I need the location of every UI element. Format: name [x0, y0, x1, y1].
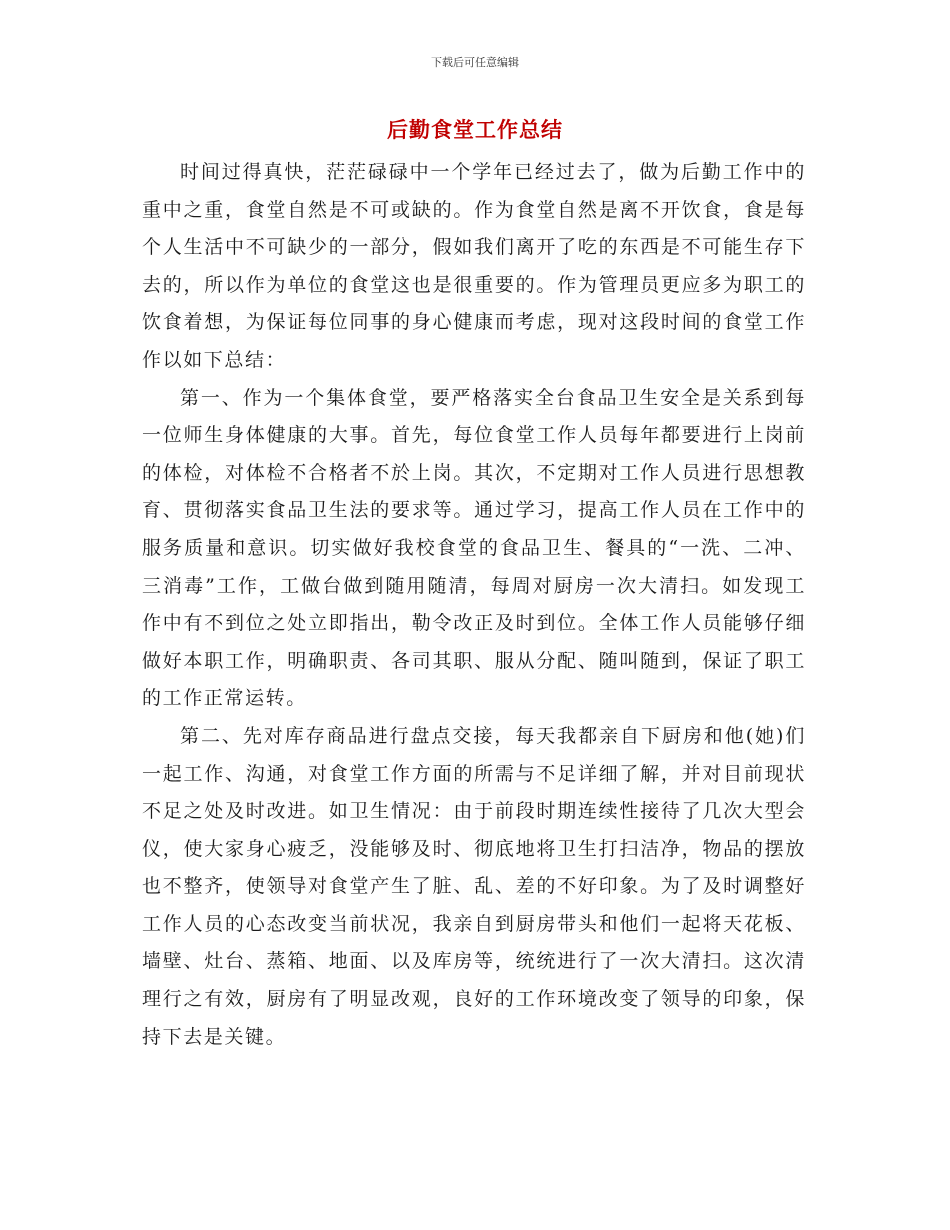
paragraph-first: 第一、作为一个集体食堂，要严格落实全台食品卫生安全是关系到每一位师生身体健康的大事。首先，每位食堂工作人员每年都要进行上岗前的体检，对体检不合格者不於上岗。其次，不定期对工作人员进行思想教育、贯彻落实食品卫生法的要求等。通过学习，提高工作人员在工作中的服务质量和意识。切实做好我校食堂的食品卫生、餐具的“一洗、二冲、三消毒”工作，工做台做到随用随清，每周对厨房一次大清扫。如发现工作中有不到位之处立即指出，勒令改正及时到位。全体工作人员能够仔细做好本职工作，明确职责、各司其职、服从分配、随叫随到，保证了职工的工作正常运转。 — [142, 386, 806, 710]
document-body — [142, 154, 806, 1056]
paragraph-intro: 时间过得真快，茫茫碌碌中一个学年已经过去了，做为后勤工作中的重中之重，食堂自然是不可或缺的。作为食堂自然是离不开饮食，食是每个人生活中不可缺少的一部分，假如我们离开了吃的东西是不可能生存下去的，所以作为单位的食堂这也是很重要的。作为管理员更应多为职工的饮食着想，为保证每位同事的身心健康而考虑，现对这段时间的食堂工作作以如下总结： — [142, 161, 806, 371]
header-note: 下载后可任意编辑 — [431, 56, 519, 69]
paragraph-second: 第二、先对库存商品进行盘点交接，每天我都亲自下厨房和他(她)们一起工作、沟通，对食堂工作方面的所需与不足详细了解，并对目前现状不足之处及时改进。如卫生情况：由于前段时期连续性接待了几次大型会仪，使大家身心疲乏，没能够及时、彻底地将卫生打扫洁净，物品的摆放也不整齐，使领导对食堂产生了脏、乱、差的不好印象。为了及时调整好工作人员的心态改变当前状况，我亲自到厨房带头和他们一起将天花板、墙壁、灶台、蒸箱、地面、以及库房等，统统进行了一次大清扫。这次清理行之有效，厨房有了明显改观，良好的工作环境改变了领导的印象，保持下去是关键。 — [142, 724, 806, 1048]
document-title: 后勤食堂工作总结 — [387, 118, 563, 142]
